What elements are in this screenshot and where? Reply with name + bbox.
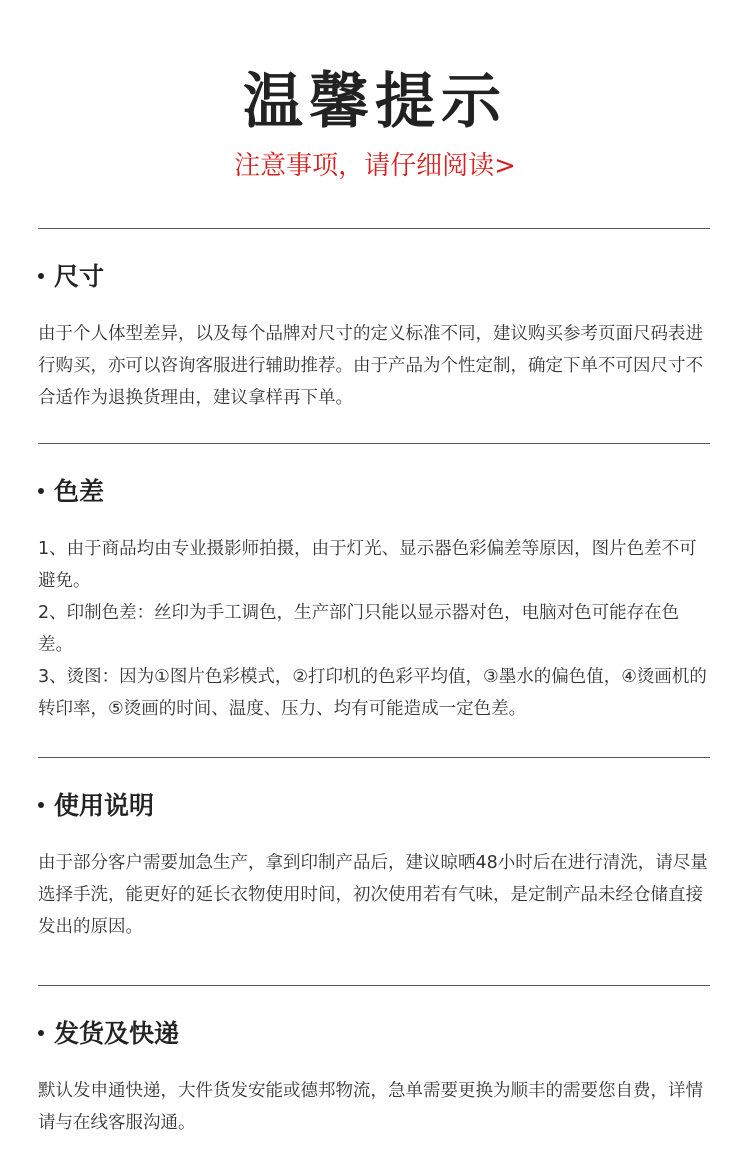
section-divider [38,228,710,229]
section-divider [38,757,710,758]
section-heading-shipping [38,1014,179,1054]
section-body-usage [38,847,714,943]
section-paragraph: 由于个人体型差异，以及每个品牌对尺寸的定义标准不同，建议购买参考页面尺码表进行购买，亦可以咨询客服进行辅助推荐。由于产品为个性定制，确定下单不可因尺寸不合适作为退换货理由，建议拿样再下单。 [38,324,703,408]
section-divider [38,443,710,444]
section-body-size [38,318,714,414]
section-body-color-difference [38,533,714,725]
section-heading-label: 尺寸 [54,262,105,291]
bullet-icon [38,1030,44,1036]
section-paragraph: 2、印制色差：丝印为手工调色，生产部门只能以显示器对色，电脑对色可能存在色差。 [38,603,680,655]
section-heading-color-difference [38,472,104,512]
section-paragraph: 1、由于商品均由专业摄影师拍摄，由于灯光、显示器色彩偏差等原因，图片色差不可避免。 [38,539,697,591]
page-title: 温馨提示 [243,67,507,137]
section-divider [38,985,710,986]
section-paragraph: 默认发申通快递，大件货发安能或德邦物流，急单需要更换为顺丰的需要您自费，详情请与在线客服沟通。 [38,1081,703,1133]
section-body-shipping [38,1075,714,1139]
section-heading-usage [38,786,154,826]
bullet-icon [38,273,44,279]
section-heading-label: 使用说明 [54,791,155,820]
bullet-icon [38,488,44,494]
section-heading-size [38,257,104,297]
section-paragraph: 由于部分客户需要加急生产，拿到印制产品后，建议晾晒48小时后在进行清洗，请尽量选择手洗，能更好的延长衣物使用时间，初次使用若有气味，是定制产品未经仓储直接发出的原因。 [38,853,708,937]
section-heading-label: 发货及快递 [54,1019,180,1048]
section-heading-label: 色差 [54,477,105,506]
bullet-icon [38,802,44,808]
section-paragraph: 3、烫图：因为①图片色彩模式，②打印机的色彩平均值，③墨水的偏色值，④烫画机的转印率，⑤烫画的时间、温度、压力、均有可能造成一定色差。 [38,667,707,719]
page-subtitle: 注意事项，请仔细阅读> [234,151,516,181]
